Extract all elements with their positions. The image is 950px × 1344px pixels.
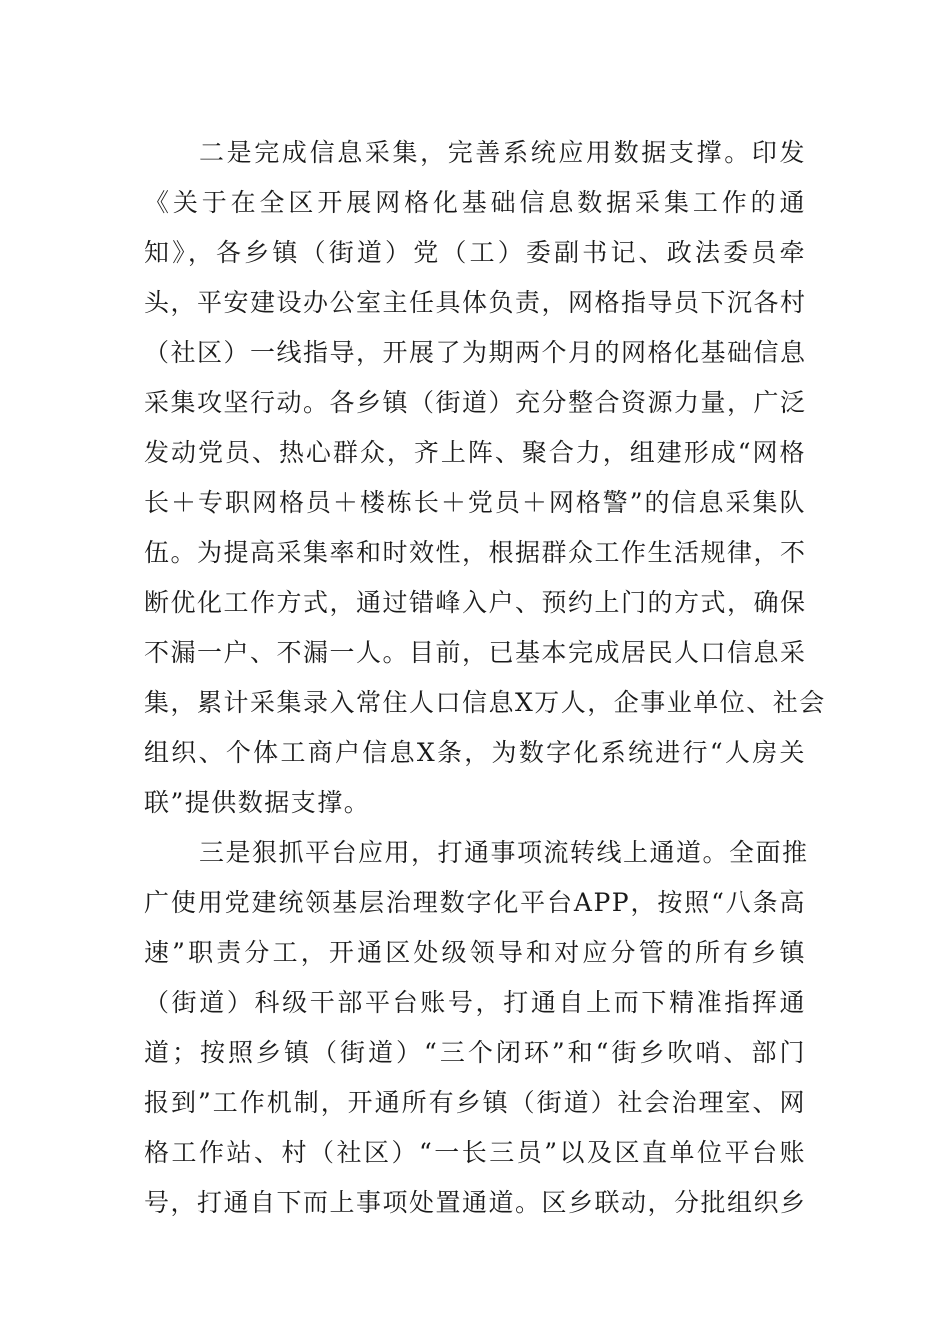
text-line: 格工作站、村（社区）“一长三员”以及区直单位平台账 [144,1138,806,1167]
text-line: 三是狠抓平台应用，打通事项流转线上通道。全面推 [199,838,809,867]
text-line: 头，平安建设办公室主任具体负责，网格指导员下沉各村 [144,288,807,317]
text-line: 断优化工作方式，通过错峰入户、预约上门的方式，确保 [144,588,807,617]
text-line: 伍。为提高采集率和时效性，根据群众工作生活规律，不 [144,538,807,567]
text-line: 采集攻坚行动。各乡镇（街道）充分整合资源力量，广泛 [144,388,807,417]
text-line: 道；按照乡镇（街道）“三个闭环”和“街乡吹哨、部门 [144,1038,806,1067]
text-line: 不漏一户、不漏一人。目前，已基本完成居民人口信息采 [144,638,807,667]
text-line: 发动党员、热心群众，齐上阵、聚合力，组建形成“网格 [144,438,806,467]
text-line: 广使用党建统领基层治理数字化平台APP，按照“八条高 [144,888,806,917]
document-body [144,128,826,1228]
text-line: 长＋专职网格员＋楼栋长＋党员＋网格警”的信息采集队 [144,488,806,517]
text-line: （社区）一线指导，开展了为期两个月的网格化基础信息 [144,338,807,367]
text-line: 知》，各乡镇（街道）党（工）委副书记、政法委员牵 [144,238,806,267]
paragraph-info-collection [144,128,826,828]
text-line: 二是完成信息采集，完善系统应用数据支撑。印发 [199,138,806,167]
text-line: 联”提供数据支撑。 [144,788,371,817]
text-line: 速”职责分工，开通区处级领导和对应分管的所有乡镇 [144,938,806,967]
text-line: 报到”工作机制，开通所有乡镇（街道）社会治理室、网 [144,1088,806,1117]
text-line: （街道）科级干部平台账号，打通自上而下精准指挥通 [144,988,806,1017]
text-line: 《关于在全区开展网格化基础信息数据采集工作的通 [144,188,806,217]
text-line: 集，累计采集录入常住人口信息X万人，企事业单位、社会 [144,688,826,717]
paragraph-platform-application [144,828,809,1228]
text-line: 组织、个体工商户信息X条，为数字化系统进行“人房关 [144,738,806,767]
text-line: 号，打通自下而上事项处置通道。区乡联动，分批组织乡 [144,1188,807,1217]
